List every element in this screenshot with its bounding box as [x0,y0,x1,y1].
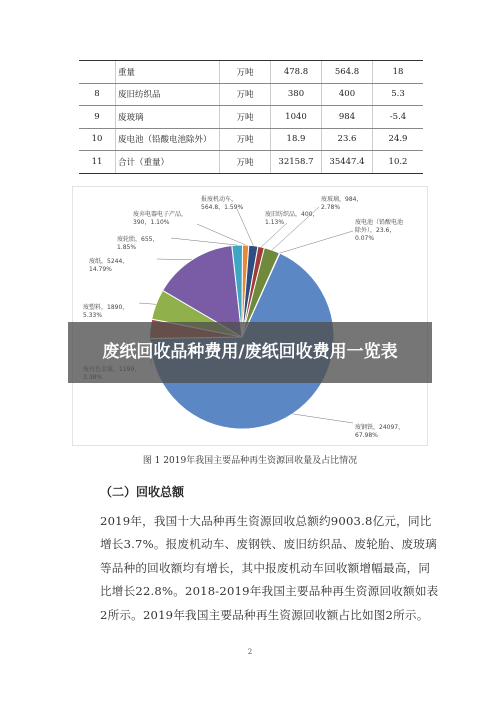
value-2018-cell: 478.8 [271,61,322,84]
row-number-cell: 9 [79,106,116,129]
body-paragraph: 2019年，我国十大品种再生资源回收总额约9003.8亿元，同比增长3.7%。报废机动车、废钢铁、废旧纺织品、废轮胎、废玻璃等品种的回收额均有增长，其中报废机动车回收额增幅最高，同比增长22.8%。2018-2019年我国主要品种再生资源回收额如表2所示。2019年我国主要品种再生资源回收额占比如图2所示。 [100,514,439,622]
row-number-cell: 11 [79,151,116,174]
leader-line [139,303,156,304]
growth-rate-cell: 10.2 [373,151,424,174]
growth-rate-cell: 18 [373,61,424,84]
row-number-cell: 10 [79,128,116,151]
table-row [79,151,423,174]
row-number-cell [79,61,116,84]
unit-cell: 万吨 [220,61,271,84]
pie-chart-svg [73,187,427,445]
value-2019-cell: 564.8 [322,61,373,84]
banner-title: 废纸回收品种费用/废纸回收费用一览表 [102,342,398,362]
unit-cell: 万吨 [220,83,271,106]
table-row [79,61,423,84]
value-2019-cell: 23.6 [322,128,373,151]
leader-line [237,209,253,246]
section-heading: （二）回收总额 [100,485,185,499]
overlay-banner [68,322,432,383]
growth-rate-cell: -5.4 [373,106,424,129]
item-name-cell: 废电池（铅酸电池除外） [116,128,220,151]
unit-cell: 万吨 [220,151,271,174]
value-2018-cell: 32158.7 [271,151,322,174]
table-row [79,128,423,151]
figure-caption: 图 1 2019年我国主要品种再生资源回收量及占比情况 [142,456,358,466]
slice-label: 废钢铁，24097， 67.98% [355,424,405,439]
page-number: 2 [247,648,253,656]
slice-label: 废旧纺织品，400， 1.13% [265,211,319,226]
unit-cell: 万吨 [220,106,271,129]
value-2019-cell: 35447.4 [322,151,373,174]
value-2019-cell: 984 [322,106,373,129]
growth-rate-cell: 24.9 [373,128,424,151]
table-row [79,83,423,106]
slice-label: 废弃电器电子产品， 390，1.10% [133,211,188,226]
leader-line [171,238,237,245]
leader-line [293,414,353,423]
leader-line [261,223,287,247]
value-2018-cell: 380 [271,83,322,106]
slice-label: 报废机动车， 564.8，1.59% [201,196,244,211]
leader-line [280,231,353,253]
item-name-cell: 废玻璃 [116,106,220,129]
leader-line [197,224,246,245]
leader-line [157,259,192,260]
unit-cell: 万吨 [220,128,271,151]
slice-label: 废纸，5244， 14.79% [89,258,129,273]
pie-chart [72,186,428,446]
item-name-cell: 合计（重量） [116,151,220,174]
data-table [79,60,423,174]
slice-label: 废轮胎，655， 1.85% [117,236,159,251]
item-name-cell: 废旧纺织品 [116,83,220,106]
slice-label: 废玻璃，984， 2.78% [321,196,363,211]
value-2019-cell: 400 [322,83,373,106]
slice-label: 废电池（铅酸电池除外），23.6， 0.07% [355,219,404,242]
row-number-cell: 8 [79,83,116,106]
table-row [79,106,423,129]
value-2018-cell: 1040 [271,106,322,129]
value-2018-cell: 18.9 [271,128,322,151]
item-name-cell: 重量 [116,61,220,84]
growth-rate-cell: 5.3 [373,83,424,106]
slice-label: 废塑料，1890， 5.33% [83,304,129,319]
